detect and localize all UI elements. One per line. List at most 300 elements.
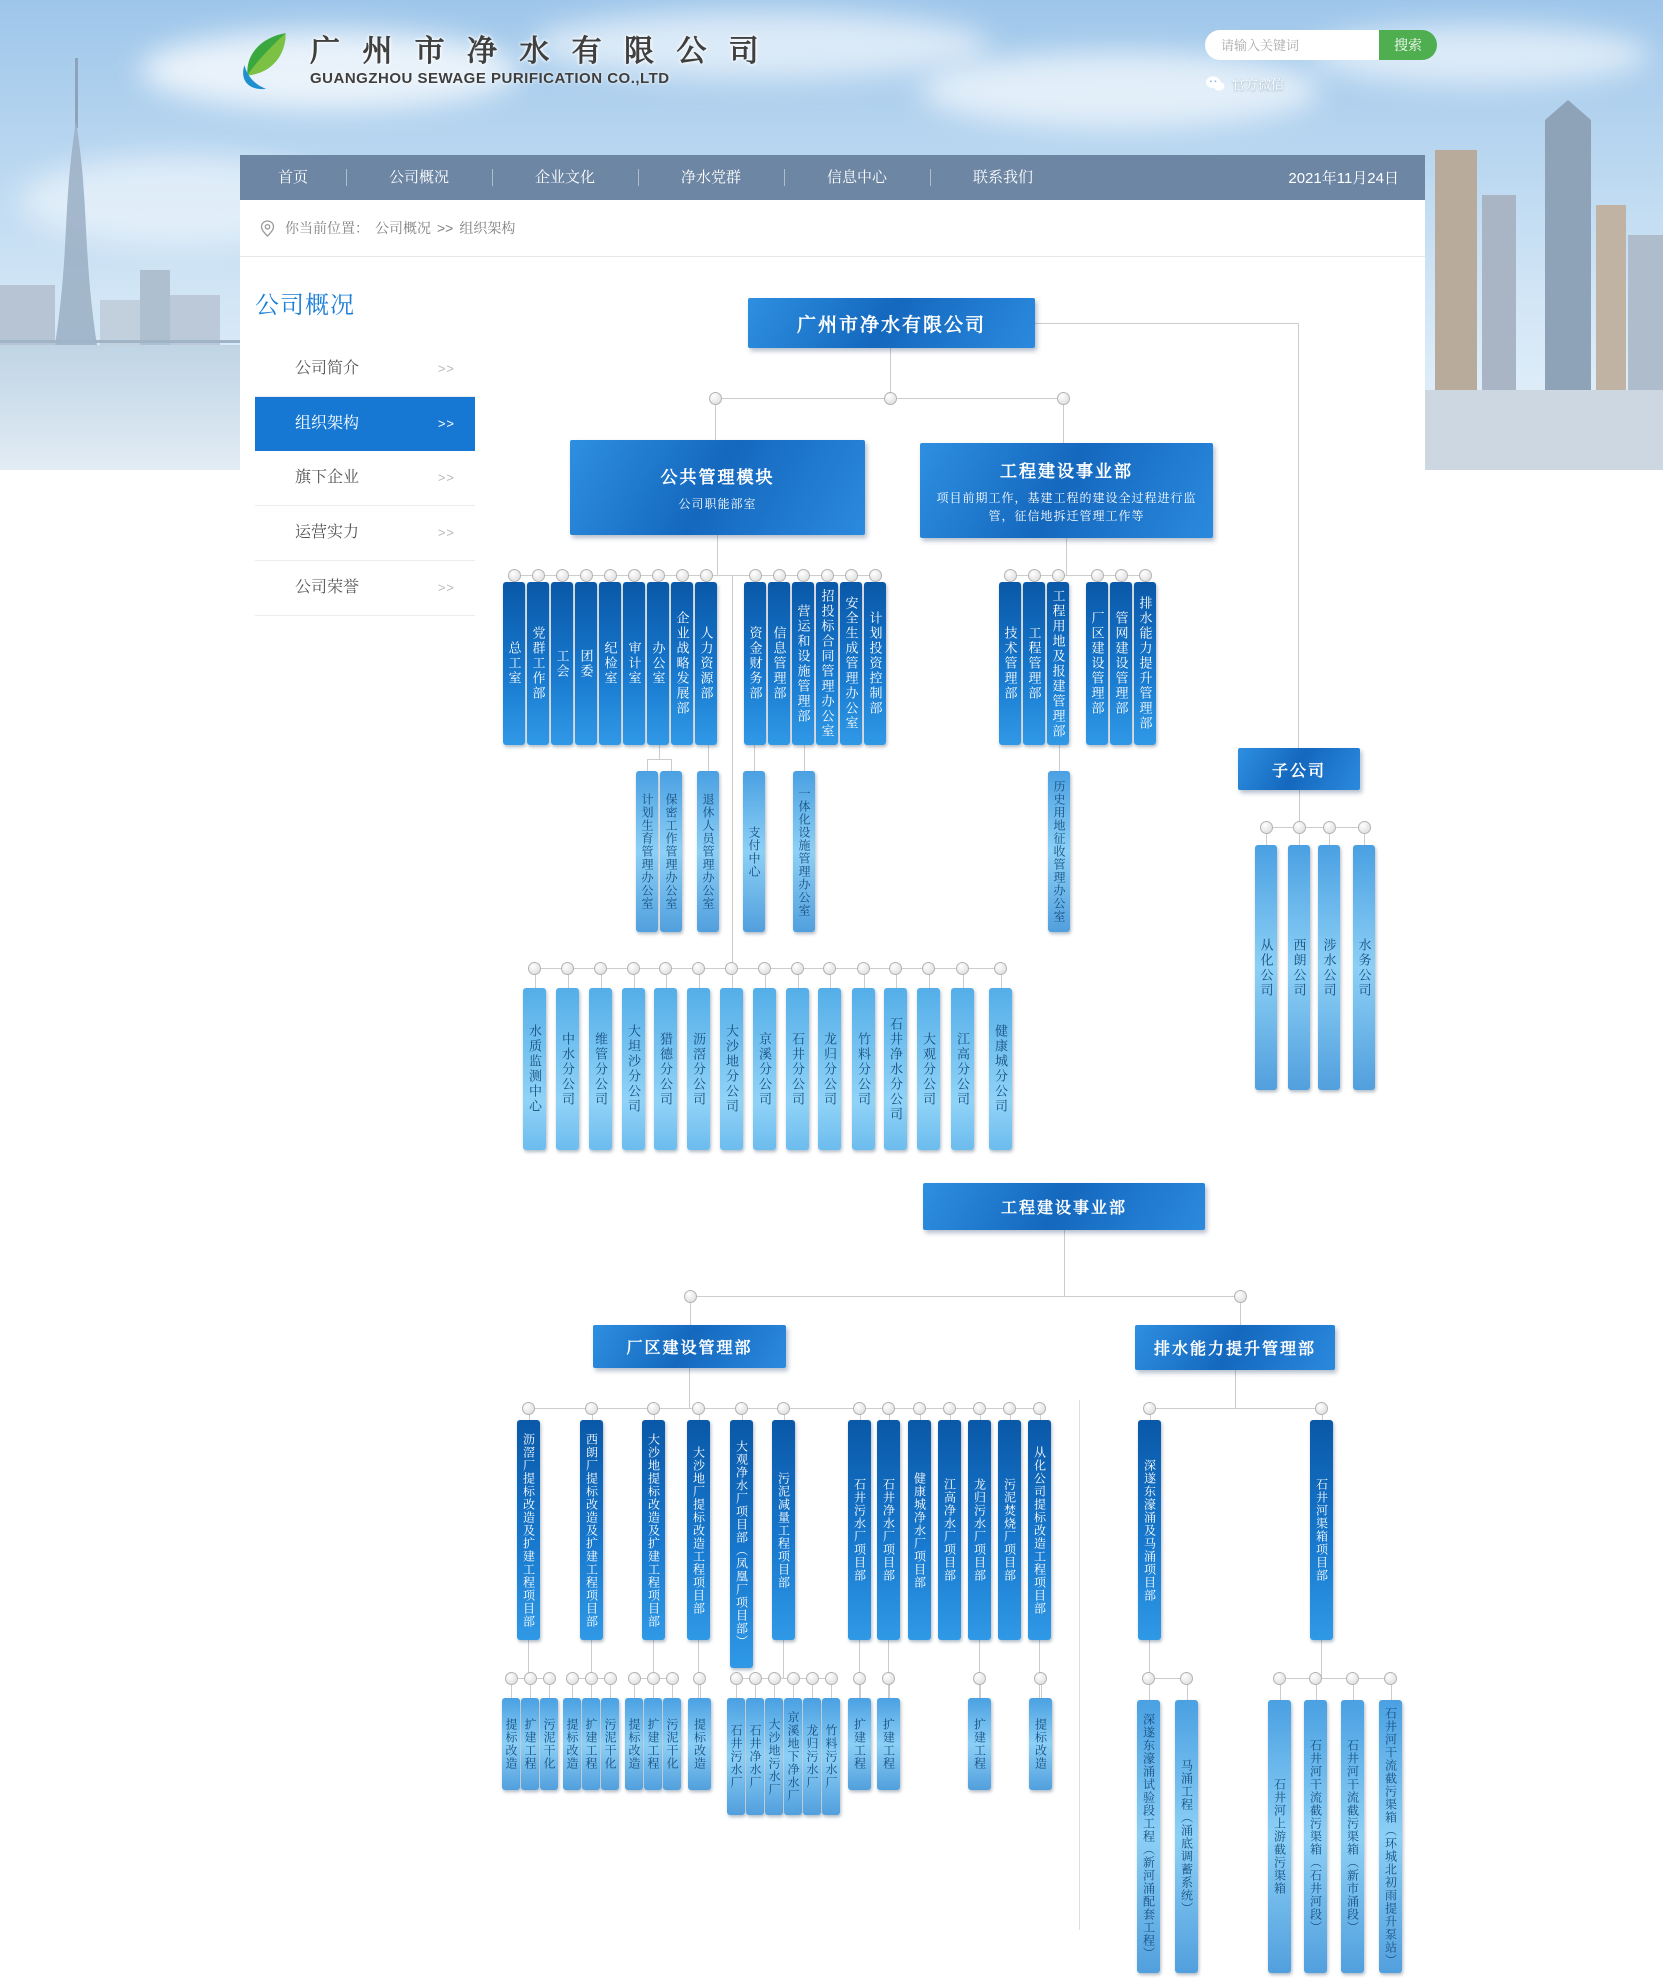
org-box-subsidiary — [1238, 748, 1360, 790]
org-box-plant-construction — [593, 1325, 786, 1368]
connector-dot — [585, 1402, 598, 1415]
org-node — [848, 1698, 871, 1790]
org-node-label: 审计室 — [626, 641, 642, 686]
org-box-title: 广州市净水有限公司 — [796, 314, 986, 336]
org-node — [1175, 1700, 1198, 1973]
org-node — [654, 988, 677, 1150]
org-node-label: 涉水公司 — [1321, 937, 1337, 998]
org-node-label: 提标改造 — [1033, 1718, 1048, 1770]
org-node-label: 扩建工程 — [646, 1718, 660, 1770]
org-node-label: 扩建工程 — [852, 1718, 867, 1770]
logo — [232, 28, 766, 94]
connector-dot — [956, 962, 969, 975]
org-node — [852, 988, 875, 1150]
connector-dot — [1260, 821, 1273, 834]
org-node-label: 信息管理部 — [771, 626, 787, 701]
connector-dot — [768, 1672, 781, 1685]
nav-item-culture[interactable]: 企业文化 — [492, 155, 638, 200]
connector-line — [647, 759, 648, 771]
org-node — [695, 582, 717, 745]
org-node — [727, 1698, 745, 1815]
connector-dot — [806, 1672, 819, 1685]
org-node-label: 技术管理部 — [1002, 626, 1018, 701]
connector-line — [1279, 1678, 1391, 1679]
org-node — [951, 988, 974, 1150]
breadcrumb-section[interactable]: 公司概况 — [375, 220, 431, 236]
sidebar-item-companies[interactable] — [255, 451, 475, 506]
connector-dot — [853, 1402, 866, 1415]
wechat-icon — [1205, 75, 1225, 93]
connector-dot — [973, 1402, 986, 1415]
connector-line — [659, 745, 660, 760]
connector-line — [1064, 1230, 1065, 1296]
connector-dot — [543, 1672, 556, 1685]
org-node-label: 马涌工程（涌底调蓄系统） — [1179, 1758, 1194, 1915]
chevron-right-icon: >> — [437, 361, 455, 376]
org-node-label: 办公室 — [650, 641, 666, 686]
search-button[interactable]: 搜索 — [1379, 30, 1437, 60]
nav-item-party[interactable]: 净水党群 — [638, 155, 784, 200]
org-node-label: 扩建工程 — [523, 1718, 537, 1770]
connector-dot — [561, 962, 574, 975]
sidebar — [255, 342, 475, 616]
sidebar-item-label: 组织架构 — [295, 415, 360, 432]
sidebar-item-organization[interactable] — [255, 397, 475, 451]
connector-dot — [652, 569, 665, 582]
org-node — [1047, 582, 1069, 745]
connector-dot — [1315, 1402, 1328, 1415]
org-box-title: 工程建设事业部 — [1000, 461, 1133, 481]
org-node — [1379, 1700, 1402, 1973]
org-node-label: 江高净水厂项目部 — [942, 1478, 957, 1582]
connector-dot — [1234, 1290, 1247, 1303]
wechat-label: 官方微信 — [1232, 77, 1285, 92]
connector-dot — [845, 569, 858, 582]
connector-dot — [524, 1672, 537, 1685]
org-node — [746, 1698, 764, 1815]
org-node — [989, 988, 1012, 1150]
org-node — [687, 988, 710, 1150]
org-node-label: 维管分公司 — [593, 1031, 608, 1107]
org-node-label: 大沙地分公司 — [724, 1024, 739, 1114]
org-node-label: 石井污水厂 — [729, 1724, 743, 1789]
sidebar-item-label: 旗下企业 — [295, 469, 360, 486]
org-node-label: 从化公司提标改造工程项目部 — [1032, 1445, 1047, 1615]
connector-dot — [1346, 1672, 1359, 1685]
org-node-label: 京溪地下净水厂 — [786, 1711, 800, 1802]
connector-dot — [749, 569, 762, 582]
org-box-title: 公共管理模块 — [660, 467, 775, 487]
org-box-subtitle: 公司职能部室 — [678, 496, 757, 511]
org-node-label: 总工室 — [506, 641, 522, 686]
org-node-label: 管网建设管理部 — [1113, 611, 1129, 716]
org-node-label: 西朗公司 — [1291, 937, 1307, 998]
connector-dot — [1004, 569, 1017, 582]
org-node-label: 深遂东濠涌及马涌项目部 — [1142, 1458, 1157, 1602]
org-node — [753, 988, 776, 1150]
connector-line — [1298, 323, 1299, 748]
connector-dot — [882, 1402, 895, 1415]
org-node-label: 退休人员管理办公室 — [701, 793, 715, 910]
connector-dot — [1052, 569, 1065, 582]
chevron-right-icon: >> — [437, 470, 455, 485]
org-node — [503, 582, 525, 745]
org-node — [688, 1698, 711, 1790]
connector-dot — [773, 569, 786, 582]
org-node — [575, 582, 597, 745]
connector-dot — [1358, 821, 1371, 834]
org-node — [999, 582, 1021, 745]
chevron-right-icon: >> — [437, 580, 455, 595]
connector-dot — [882, 1672, 895, 1685]
org-node-label: 健康城净水厂项目部 — [912, 1471, 927, 1589]
org-node-label: 京溪分公司 — [757, 1031, 772, 1107]
connector-line — [1059, 745, 1060, 771]
connector-dot — [973, 1672, 986, 1685]
org-node — [1028, 1420, 1051, 1640]
org-node-label: 从化公司 — [1258, 937, 1274, 998]
org-node — [998, 1420, 1021, 1640]
org-box-title: 子公司 — [1271, 762, 1326, 780]
org-node-label: 猎德分公司 — [658, 1031, 673, 1107]
org-box-title: 排水能力提升管理部 — [1153, 1341, 1316, 1358]
org-box-drainage-capacity — [1135, 1325, 1335, 1370]
org-node — [623, 582, 645, 745]
org-node-label: 龙归分公司 — [822, 1031, 837, 1107]
connector-dot — [853, 1672, 866, 1685]
connector-dot — [1028, 569, 1041, 582]
org-node-label: 提标改造 — [692, 1718, 707, 1770]
official-wechat[interactable] — [1205, 74, 1437, 93]
connector-dot — [1143, 1402, 1156, 1415]
org-node — [1353, 845, 1375, 1090]
org-box-engineering-dept — [920, 443, 1213, 538]
org-node-label: 企业战略发展部 — [674, 611, 690, 716]
org-node — [663, 1698, 681, 1790]
nav-item-contact[interactable]: 联系我们 — [930, 155, 1076, 200]
connector-line — [1035, 323, 1298, 324]
org-node — [864, 582, 886, 745]
connector-dot — [913, 1402, 926, 1415]
connector-line — [647, 759, 672, 760]
connector-line — [717, 535, 718, 575]
connector-dot — [532, 569, 545, 582]
page-body — [240, 200, 1425, 1978]
org-node-label: 大沙地厂提标改造工程项目部 — [691, 1445, 706, 1615]
org-node-label: 石井河上游截污渠箱 — [1272, 1778, 1287, 1895]
sidebar-item-label: 运营实力 — [295, 524, 360, 541]
org-node — [840, 582, 862, 745]
org-node — [772, 1420, 795, 1640]
org-node — [730, 1420, 753, 1668]
org-node-label: 大观净水厂项目部（凤凰厂项目部） — [734, 1440, 749, 1648]
connector-dot — [821, 569, 834, 582]
org-node-label: 沥滘厂提标改造及扩建工程项目部 — [521, 1432, 536, 1628]
org-node-label: 竹料污水厂 — [824, 1724, 838, 1789]
org-node — [556, 988, 579, 1150]
org-node-label: 中水分公司 — [560, 1031, 575, 1107]
org-node-label: 计划投资控制部 — [867, 611, 883, 716]
connector-dot — [758, 962, 771, 975]
current-date: 2021年11月24日 — [1288, 170, 1399, 187]
connector-line — [804, 745, 805, 771]
connector-dot — [1003, 1402, 1016, 1415]
org-node-label: 石井河干流截污渠箱（环城北初雨提升泵站） — [1383, 1706, 1398, 1967]
connector-dot — [647, 1672, 660, 1685]
org-box-root — [748, 298, 1035, 348]
org-node-label: 纪检室 — [602, 641, 618, 686]
org-node-label: 大沙地提标改造及扩建工程项目部 — [646, 1432, 661, 1628]
org-node — [818, 988, 841, 1150]
org-box-subtitle: 项目前期工作，基建工程的建设全过程进行监管，征信地拆迁管理工作等 — [936, 490, 1197, 523]
connector-dot — [1057, 392, 1070, 405]
org-node — [1255, 845, 1277, 1090]
org-node — [822, 1698, 840, 1815]
connector-dot — [556, 569, 569, 582]
org-node — [1086, 582, 1108, 745]
connector-line — [1266, 827, 1365, 828]
org-node — [580, 1420, 603, 1640]
org-node — [744, 582, 766, 745]
org-node-label: 扩建工程 — [972, 1718, 987, 1770]
breadcrumb-current: 组织架构 — [459, 220, 516, 236]
connector-dot — [627, 962, 640, 975]
org-node-label: 团委 — [578, 648, 594, 679]
org-node — [816, 582, 838, 745]
connector-dot — [647, 1402, 660, 1415]
org-node — [540, 1698, 558, 1790]
connector-dot — [700, 569, 713, 582]
org-node-label: 排水能力提升管理部 — [1137, 596, 1153, 731]
connector-dot — [1384, 1672, 1397, 1685]
org-node — [1138, 1420, 1161, 1640]
org-box-title: 工程建设事业部 — [1000, 1200, 1127, 1217]
org-node-label: 污泥干化 — [665, 1718, 679, 1770]
org-box-public-module — [570, 440, 865, 535]
location-pin-icon — [260, 220, 275, 237]
connector-dot — [508, 569, 521, 582]
org-node — [917, 988, 940, 1150]
org-node-label: 石井净水厂 — [748, 1724, 762, 1789]
org-node-label: 支付中心 — [747, 825, 761, 878]
connector-dot — [604, 569, 617, 582]
connector-dot — [1034, 1672, 1047, 1685]
nav-item-news[interactable]: 信息中心 — [784, 155, 930, 200]
org-node-label: 人力资源部 — [698, 626, 714, 701]
org-node — [622, 988, 645, 1150]
connector-line — [1063, 398, 1064, 443]
org-node — [517, 1420, 540, 1640]
org-node — [1110, 582, 1132, 745]
connector-dot — [1091, 569, 1104, 582]
org-node-label: 水务公司 — [1356, 937, 1372, 998]
connector-dot — [1139, 569, 1152, 582]
breadcrumb-separator: >> — [437, 220, 454, 236]
org-node-label: 工程管理部 — [1026, 626, 1042, 701]
org-node-label: 龙归污水厂 — [805, 1724, 819, 1789]
connector-dot — [735, 1402, 748, 1415]
org-node — [687, 1420, 710, 1640]
org-node — [1029, 1698, 1052, 1790]
org-node — [625, 1698, 643, 1790]
org-node — [784, 1698, 802, 1815]
connector-line — [1149, 1408, 1322, 1409]
connector-dot — [1180, 1672, 1193, 1685]
org-node-label: 石井污水厂项目部 — [852, 1478, 867, 1582]
connector-dot — [666, 1672, 679, 1685]
connector-dot — [1142, 1672, 1155, 1685]
connector-line — [890, 348, 891, 398]
org-node — [938, 1420, 961, 1640]
connector-dot — [528, 962, 541, 975]
org-node — [793, 771, 815, 932]
leaf-logo-icon — [232, 28, 298, 94]
connector-dot — [1323, 821, 1336, 834]
org-node — [968, 1698, 991, 1790]
connector-line — [690, 1296, 1241, 1297]
search-bar — [1205, 30, 1437, 60]
connector-dot — [857, 962, 870, 975]
connector-dot — [659, 962, 672, 975]
org-node-label: 石井净水厂项目部 — [881, 1478, 896, 1582]
org-node — [743, 771, 765, 932]
org-node-label: 大观分公司 — [921, 1031, 936, 1107]
connector-dot — [787, 1672, 800, 1685]
connector-line — [1321, 1640, 1322, 1678]
org-node — [968, 1420, 991, 1640]
org-node — [786, 988, 809, 1150]
org-node-label: 资金财务部 — [747, 626, 763, 701]
org-node — [551, 582, 573, 745]
org-node — [1268, 1700, 1291, 1973]
connector-dot — [922, 962, 935, 975]
org-node-label: 石井净水分公司 — [888, 1016, 903, 1122]
connector-line — [754, 745, 755, 771]
org-node — [1318, 845, 1340, 1090]
chevron-right-icon: >> — [437, 525, 455, 540]
connector-dot — [692, 962, 705, 975]
connector-line — [1235, 1370, 1236, 1408]
org-node — [792, 582, 814, 745]
org-node-label: 竹料分公司 — [856, 1031, 871, 1107]
org-node-label: 污泥干化 — [542, 1718, 556, 1770]
org-node-label: 扩建工程 — [584, 1718, 598, 1770]
org-node-label: 工会 — [554, 648, 570, 679]
org-node — [697, 771, 719, 932]
org-node-label: 营运和设施管理部 — [795, 603, 811, 724]
connector-dot — [823, 962, 836, 975]
main-nav — [240, 155, 1425, 200]
org-node — [599, 582, 621, 745]
org-node-label: 水质监测中心 — [527, 1024, 542, 1114]
connector-line — [671, 759, 672, 771]
org-node — [908, 1420, 931, 1640]
org-node-label: 江高分公司 — [955, 1031, 970, 1107]
org-node-label: 龙归污水厂项目部 — [972, 1478, 987, 1582]
company-name: 广 州 市 净 水 有 限 公 司 — [310, 35, 766, 69]
connector-dot — [725, 962, 738, 975]
connector-dot — [791, 962, 804, 975]
org-node — [589, 988, 612, 1150]
org-node — [720, 988, 743, 1150]
sidebar-item-strength[interactable] — [255, 506, 475, 561]
org-box-title: 厂区建设管理部 — [626, 1340, 753, 1357]
content-column — [240, 0, 1425, 1978]
org-box-engineering-dept-2 — [923, 1183, 1205, 1230]
org-node-label: 污泥焚烧厂项目部 — [1002, 1478, 1017, 1582]
connector-line — [708, 745, 709, 771]
org-node-label: 提标改造 — [627, 1718, 641, 1770]
org-node-label: 扩建工程 — [881, 1718, 896, 1770]
nav-item-about[interactable]: 公司概况 — [346, 155, 492, 200]
connector-dot — [709, 392, 722, 405]
org-node — [765, 1698, 783, 1815]
org-node-label: 石井河干流截污渠箱（石井河段） — [1308, 1739, 1323, 1934]
org-node-label: 石井分公司 — [790, 1031, 805, 1107]
connector-dot — [505, 1672, 518, 1685]
search-input[interactable] — [1205, 30, 1401, 60]
org-node — [1341, 1700, 1364, 1973]
org-node-label: 污泥减量工程项目部 — [776, 1471, 791, 1589]
org-node — [1137, 1700, 1160, 1973]
sidebar-item-intro[interactable] — [255, 342, 475, 397]
org-node — [582, 1698, 600, 1790]
org-node — [502, 1698, 520, 1790]
org-node-label: 计划生育管理办公室 — [640, 793, 654, 910]
org-node — [642, 1420, 665, 1640]
org-node — [523, 988, 546, 1150]
org-node — [1023, 582, 1045, 745]
org-node — [884, 988, 907, 1150]
org-node-label: 工程用地及报建管理部 — [1050, 588, 1066, 739]
org-node — [877, 1420, 900, 1640]
org-node-label: 石井河干流截污渠箱（新市涌段） — [1345, 1739, 1360, 1934]
connector-line — [1066, 538, 1067, 575]
org-node — [848, 1420, 871, 1640]
connector-dot — [1115, 569, 1128, 582]
org-node — [527, 582, 549, 745]
connector-dot — [825, 1672, 838, 1685]
site-header — [240, 0, 1425, 155]
connector-line — [689, 1368, 690, 1408]
connector-dot — [1293, 821, 1306, 834]
org-node-label: 招投标合同管理办公室 — [819, 588, 835, 739]
org-node-label: 历史用地征收管理办公室 — [1052, 780, 1066, 923]
org-node — [636, 771, 658, 932]
sidebar-item-honors[interactable] — [255, 561, 475, 616]
org-node-label: 污泥干化 — [603, 1718, 617, 1770]
org-node — [768, 582, 790, 745]
connector-dot — [594, 962, 607, 975]
org-node — [1048, 771, 1070, 932]
connector-dot — [604, 1672, 617, 1685]
nav-item-home[interactable]: 首页 — [277, 169, 308, 186]
org-node-label: 大沙地污水厂 — [767, 1717, 781, 1796]
connector-dot — [522, 1402, 535, 1415]
connector-dot — [869, 569, 882, 582]
org-node — [647, 582, 669, 745]
connector-line — [783, 1640, 784, 1678]
connector-dot — [684, 1290, 697, 1303]
connector-dot — [943, 1402, 956, 1415]
org-node-label: 深遂东濠涌试验段工程（新河涌配套工程） — [1141, 1713, 1156, 1960]
connector-line — [732, 575, 733, 968]
org-node-label: 提标改造 — [565, 1718, 579, 1770]
connector-dot — [1309, 1672, 1322, 1685]
sidebar-title: 公司概况 — [255, 292, 355, 319]
org-node — [1288, 845, 1310, 1090]
org-node-label: 提标改造 — [504, 1718, 518, 1770]
